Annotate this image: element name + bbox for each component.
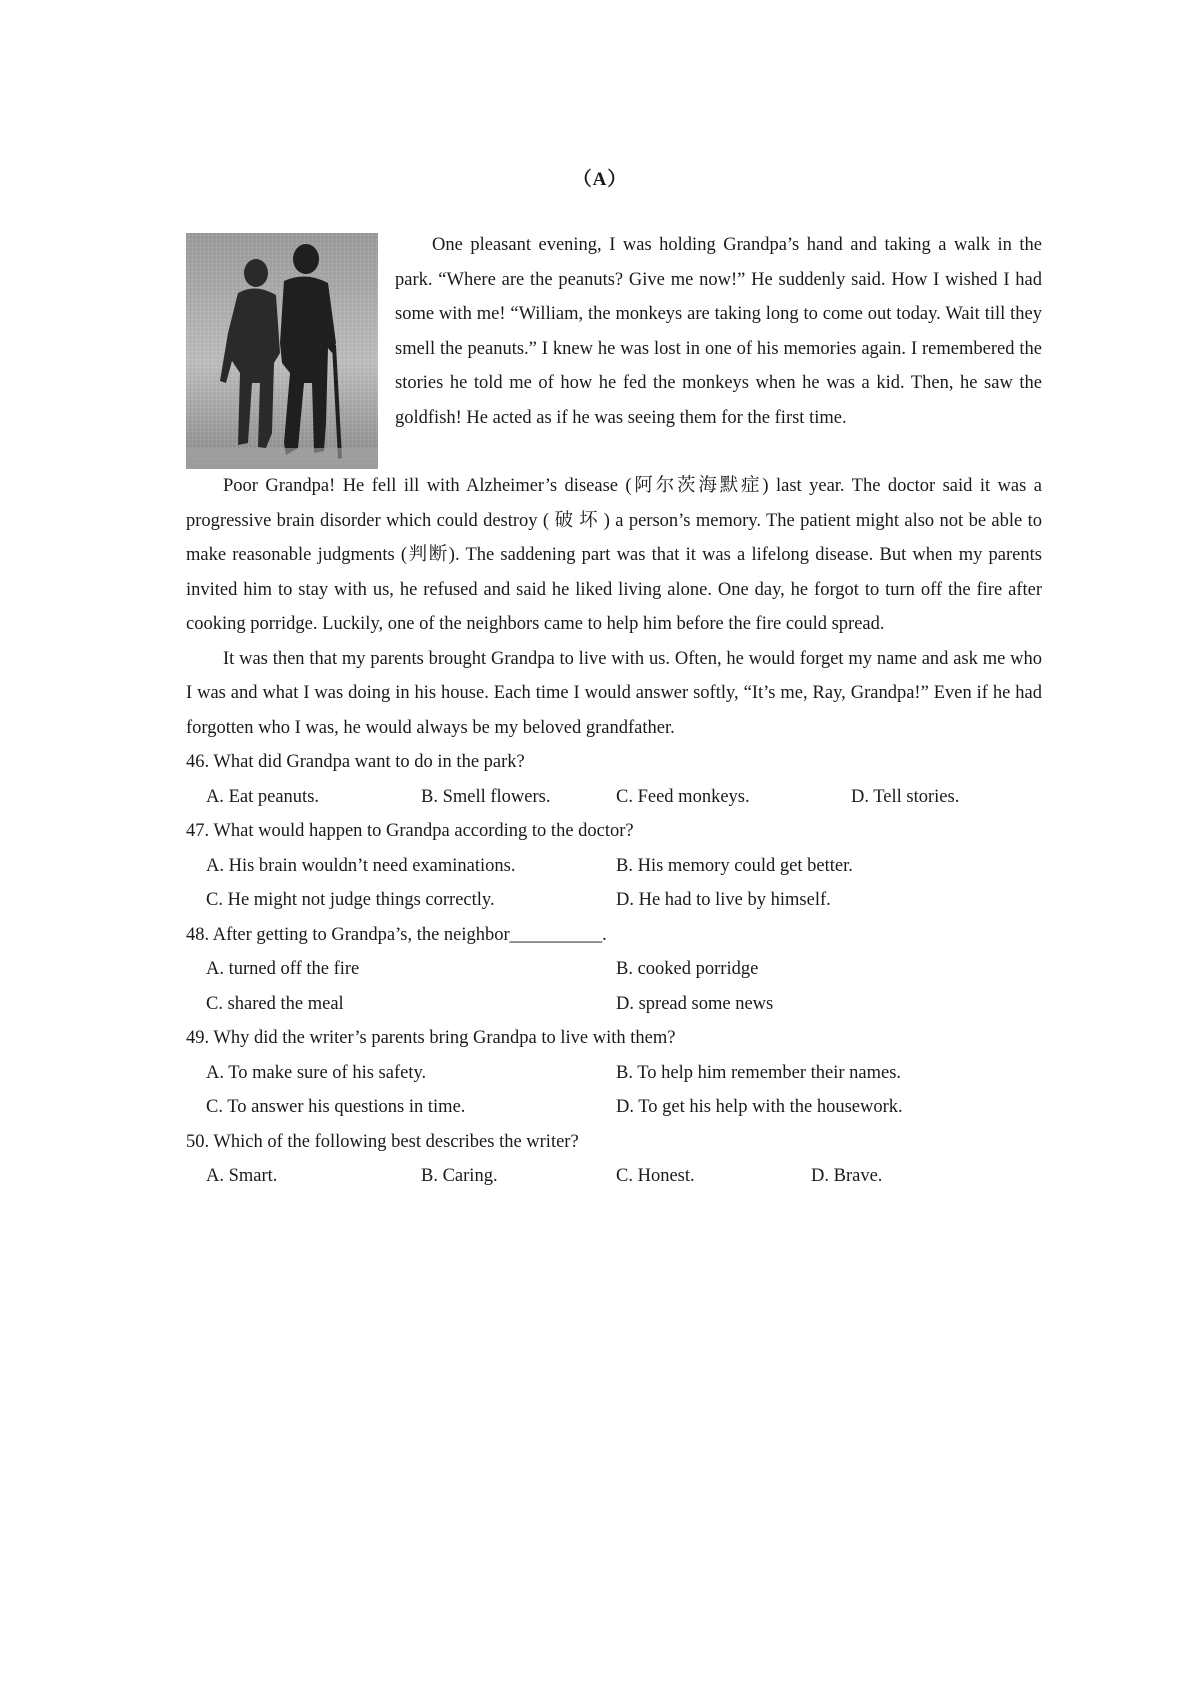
silhouette-photo — [186, 233, 378, 469]
passage-paragraph-1: One pleasant evening, I was holding Grandpa’s hand and taking a walk in the park. “Where are the peanuts? Give me now!” He suddenly said. How I wished I had some with me! “William, the monkeys are taking long to come out today. Wait till they smell the peanuts.” I knew he was lost in one of his memories again. I remembered the stories he told me of how he fed the monkeys when he was a kid. Then, he saw the goldfish! He acted as if he was seeing them for the first time. — [395, 235, 1042, 428]
question-47-options-row-1 — [186, 849, 1042, 884]
question-46: 46. What did Grandpa want to do in the park? — [186, 752, 525, 772]
option-49b[interactable]: B. To help him remember their names. — [616, 1062, 902, 1083]
reading-section — [186, 228, 1042, 1194]
option-50c[interactable]: C. Honest. — [616, 1166, 695, 1186]
question-47: 47. What would happen to Grandpa according to the doctor? — [186, 821, 634, 841]
option-47a[interactable]: A. His brain wouldn’t need examinations. — [206, 855, 516, 876]
question-49-options-row-1 — [186, 1056, 1042, 1091]
question-50-options — [186, 1159, 1042, 1194]
question-48-options-row-2 — [186, 987, 1042, 1022]
option-46d[interactable]: D. Tell stories. — [851, 786, 960, 807]
option-48a[interactable]: A. turned off the fire — [206, 959, 360, 979]
passage-paragraph-3: It was then that my parents brought Grandpa to live with us. Often, he would forget my name and ask me who I was and what I was doing in his house. Each time I would answer softly, “It’s me, Ray, Grandpa!” Even if he had forgotten who I was, he would always be my beloved grandfather. — [186, 648, 1042, 738]
option-47c[interactable]: C. He might not judge things correctly. — [206, 890, 495, 910]
option-47b[interactable]: B. His memory could get better. — [616, 855, 853, 876]
option-47d[interactable]: D. He had to live by himself. — [616, 890, 831, 910]
question-48: 48. After getting to Grandpa’s, the neighbor__________. — [186, 924, 607, 945]
question-46-options — [186, 780, 1042, 815]
option-46b[interactable]: B. Smell flowers. — [421, 786, 551, 807]
option-49d[interactable]: D. To get his help with the housework. — [616, 1097, 903, 1117]
option-46a[interactable]: A. Eat peanuts. — [206, 786, 320, 807]
option-49a[interactable]: A. To make sure of his safety. — [206, 1062, 427, 1083]
passage-paragraph-2: Poor Grandpa! He fell ill with Alzheimer’s disease (阿尔茨海默症) last year. The doctor said it was a progressive brain disorder which could destroy ( 破 坏 ) a person’s memory. The patient might also not be able to make reasonable judgments (判断). The saddening part was that it was a lifelong disease. But when my parents invited him to stay with us, he refused and said he liked living alone. One day, he forgot to turn off the fire after cooking porridge. Luckily, one of the neighbors came to help him before the fire could spread. — [186, 476, 1042, 634]
option-46c[interactable]: C. Feed monkeys. — [616, 786, 750, 807]
question-50: 50. Which of the following best describes the writer? — [186, 1131, 579, 1152]
option-48d[interactable]: D. spread some news — [616, 993, 774, 1014]
option-48c[interactable]: C. shared the meal — [206, 993, 344, 1014]
option-49c[interactable]: C. To answer his questions in time. — [206, 1097, 466, 1117]
question-49-options-row-2 — [186, 1090, 1042, 1125]
option-50b[interactable]: B. Caring. — [421, 1166, 498, 1186]
question-49: 49. Why did the writer’s parents bring Grandpa to live with them? — [186, 1028, 676, 1048]
section-title: （A） — [572, 169, 628, 190]
question-47-options-row-2 — [186, 883, 1042, 918]
option-50a[interactable]: A. Smart. — [206, 1166, 278, 1186]
question-48-options-row-1 — [186, 952, 1042, 987]
option-50d[interactable]: D. Brave. — [811, 1166, 883, 1186]
option-48b[interactable]: B. cooked porridge — [616, 959, 759, 979]
